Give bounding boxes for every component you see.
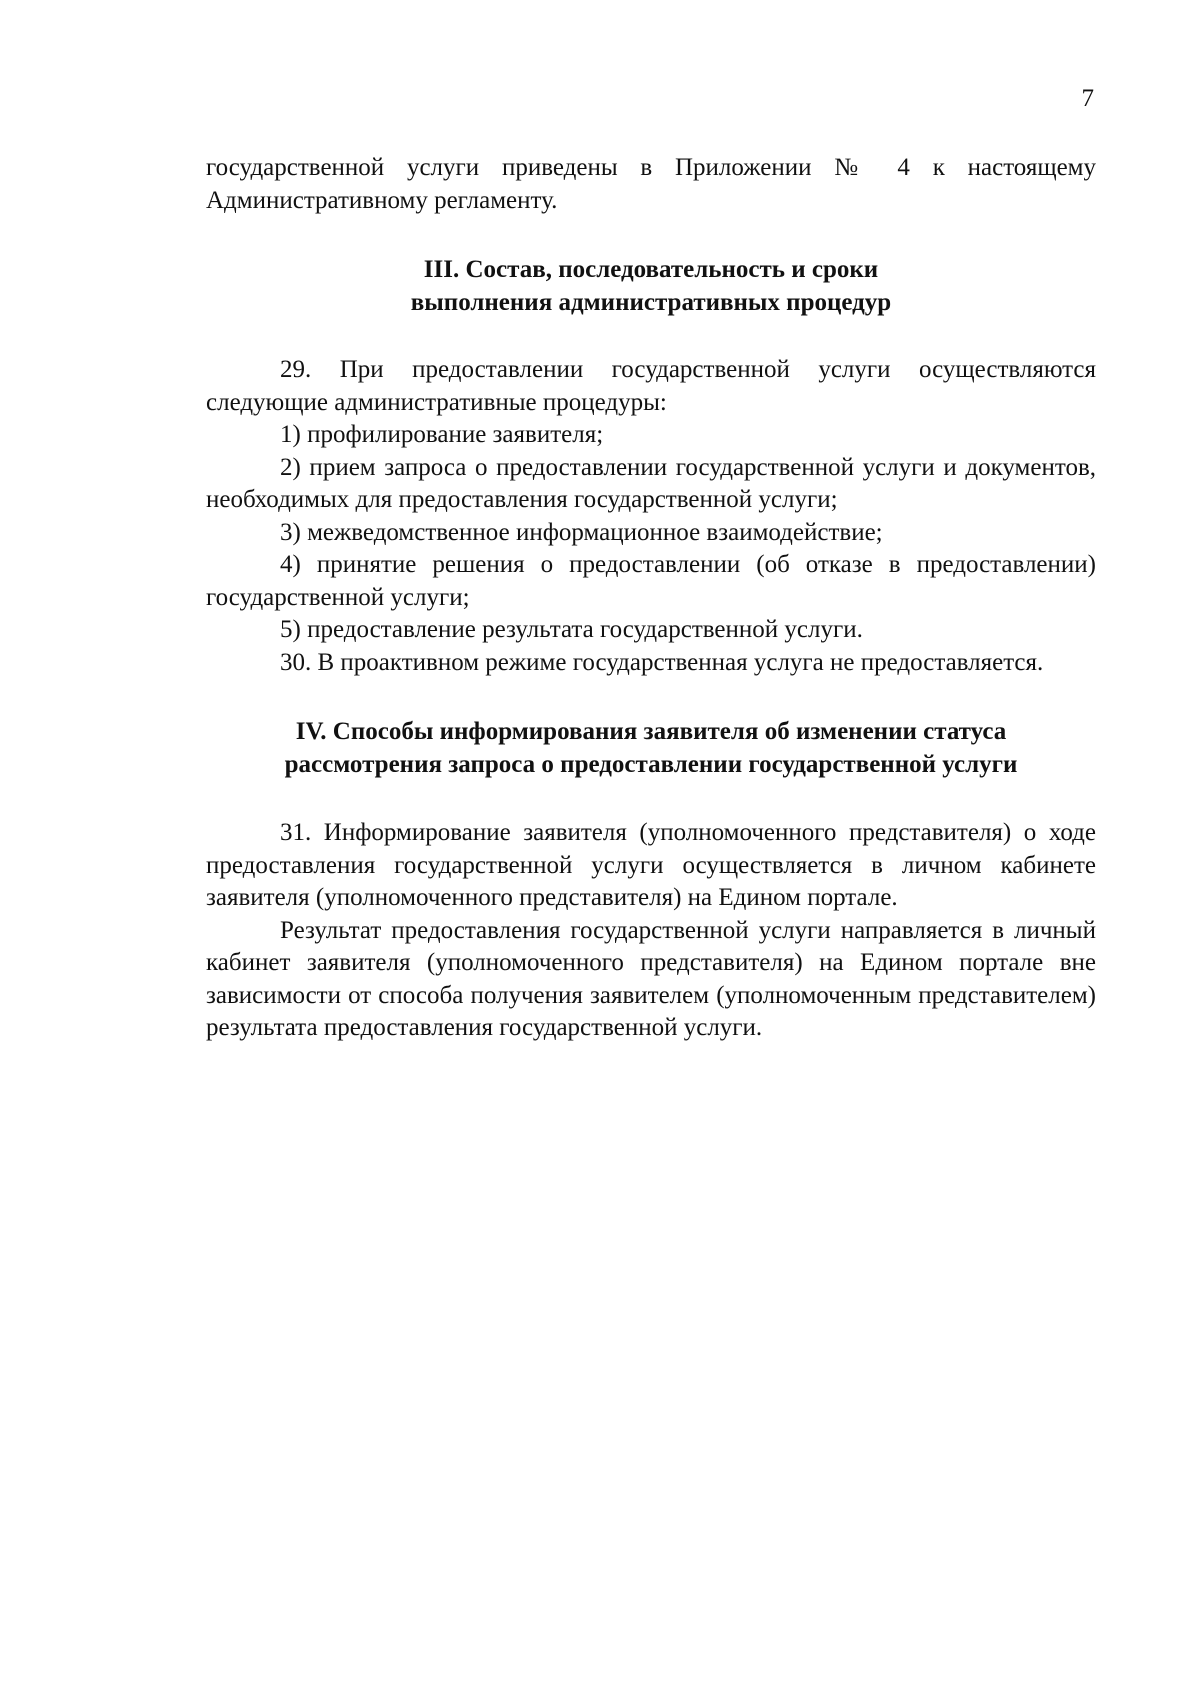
section-4-heading: [206, 715, 1096, 781]
intro-paragraph: государственной услуги приведены в Приложении № 4 к настоящему Административному регламенту.: [206, 154, 1096, 214]
section-4-heading-line-2: рассмотрения запроса о предоставлении государственной услуги: [284, 751, 1018, 778]
procedure-item-4: 4) принятие решения о предоставлении (об отказе в предоставлении) государственной услуги;: [206, 551, 1096, 611]
procedure-item-5: 5) предоставление результата государственной услуги.: [280, 616, 863, 643]
section-3-heading: [206, 253, 1096, 319]
paragraph-29: 29. При предоставлении государственной услуги осуществляются следующие административные процедуры:: [206, 356, 1096, 416]
procedure-item-3: 3) межведомственное информационное взаимодействие;: [280, 518, 883, 546]
procedure-item-2: 2) прием запроса о предоставлении государственной услуги и документов, необходимых для предоставления государственной услуги;: [206, 453, 1096, 513]
section-4-heading-line-1: IV. Способы информирования заявителя об изменении статуса: [295, 718, 1007, 745]
section-3-heading-line-1: III. Состав, последовательность и сроки: [423, 256, 879, 283]
paragraph-30: 30. В проактивном режиме государственная услуга не предоставляется.: [280, 648, 1044, 676]
page-number: 7: [1081, 85, 1094, 112]
result-paragraph: Результат предоставления государственной услуги направляется в личный кабинет заявителя (уполномоченного представителя) на Едином портале вне зависимости от способа получения заявителем (уполномоченным представителем) результата предоставления государственной услуги.: [206, 916, 1096, 1041]
procedure-item-1: 1) профилирование заявителя;: [280, 421, 604, 448]
document-body: [206, 152, 1096, 1045]
paragraph-31: 31. Информирование заявителя (уполномоченного представителя) о ходе предоставления государственной услуги осуществляется в личном кабинете заявителя (уполномоченного представителя) на Едином портале.: [206, 819, 1096, 911]
section-3-heading-line-2: выполнения административных процедур: [410, 289, 892, 316]
